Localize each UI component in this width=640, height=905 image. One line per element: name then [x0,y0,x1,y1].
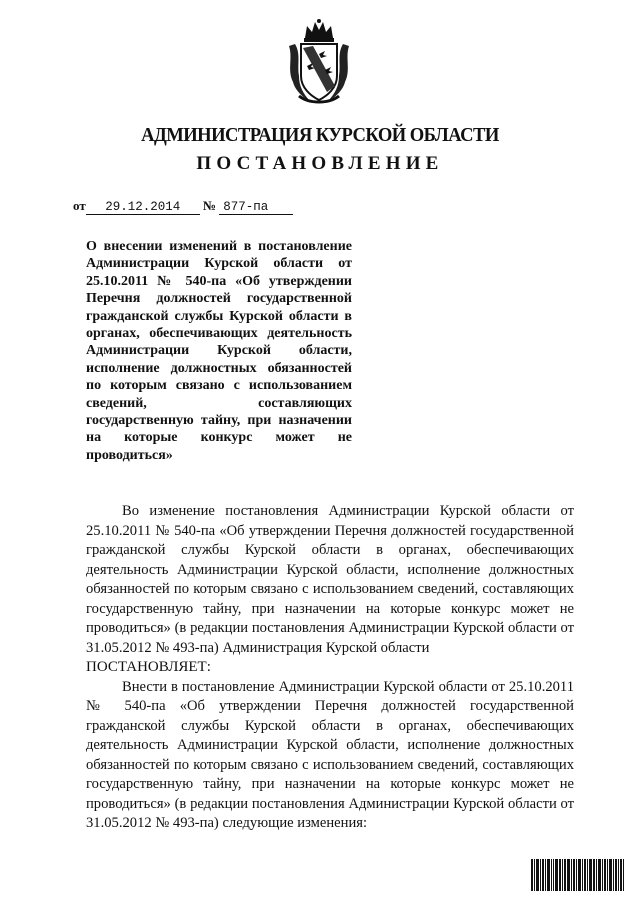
body-paragraph: Внести в постановление Администрации Курской области от 25.10.2011 № 540-па «Об утверждении Перечня должностей государственной гражданской службы Курской области в органах, обеспечивающих деятельность Администрации Курской области, исполнение должностных обязанностей по которым связано с использованием сведений, составляющих государственную тайну, при назначении на которые конкурс может не проводиться» (в редакции постановления Администрации Курской области от 31.05.2012 № 493-па) следующие изменения: [86,678,574,831]
number-label: № [202,198,217,213]
document-body [86,502,574,834]
barcode-icon [531,859,624,891]
document-date-number-line [73,198,293,215]
decree-word: ПОСТАНОВЛЯЕТ: [86,659,211,675]
organization-name: АДМИНИСТРАЦИЯ КУРСКОЙ ОБЛАСТИ [141,124,499,146]
document-type: ПОСТАНОВЛЕНИЕ [196,153,444,174]
kursk-coat-of-arms-icon [285,18,353,106]
paragraph-text: Во изменение постановления Администрации Курской области от 25.10.2011 № 540-па «Об утверждении Перечня должностей государственной гражданской службы Курской области в органах, обеспечивающих деятельность Администрации Курской области, исполнение должностных обязанностей по которым связано с использованием сведений, составляющих государственную тайну, при назначении на которые конкурс может не проводиться» (в редакции постановления Администрации Курской области от 31.05.2012 № 493-па) Администрация Курской области [86,503,574,656]
document-number: 877-па [219,200,293,215]
document-title: О внесении изменений в постановление Администрации Курской области от 25.10.2011 № 540-па «Об утверждении Перечня должностей государственной гражданской службы Курской области в органах, обеспечивающих деятельность Администрации Курской области, исполнение должностных обязанностей по которым связано с использованием сведений, составляющих государственную тайну, при назначении на которые конкурс может не проводиться» [86,239,352,463]
date-label: от [73,198,86,213]
document-date: 29.12.2014 [86,200,200,215]
body-paragraph [86,502,574,678]
